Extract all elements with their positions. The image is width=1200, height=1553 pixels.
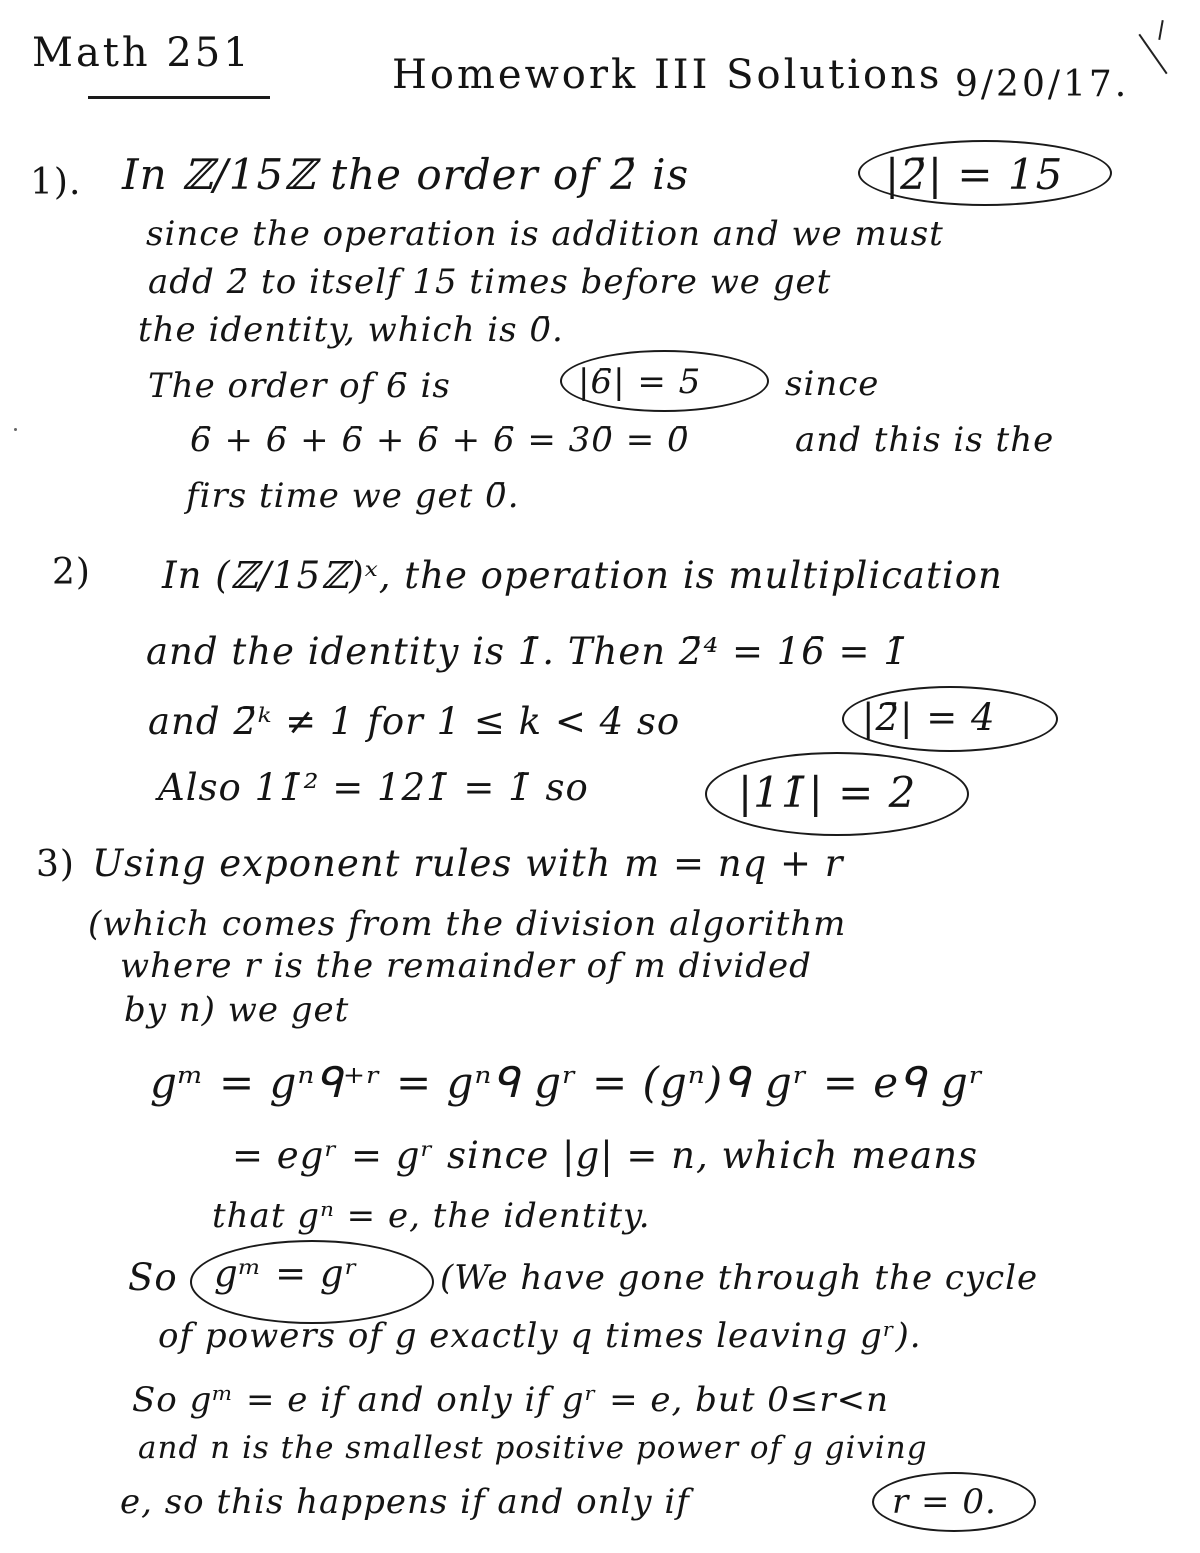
problem-1-answer-b: |6̄| = 5 xyxy=(578,362,702,402)
problem-3-line-13: e, so this happens if and only if xyxy=(120,1482,690,1522)
problem-2-line-1: In (ℤ/15ℤ)ˣ, the operation is multiplication xyxy=(162,554,1003,597)
problem-2-answer-a: |2̄| = 4 xyxy=(862,696,996,739)
course-underline xyxy=(88,96,270,99)
problem-3-line-7: that gⁿ = e, the identity. xyxy=(212,1196,651,1236)
course-title: Math 251 xyxy=(32,30,252,76)
problem-3-line-3: where r is the remainder of m divided xyxy=(120,946,812,986)
problem-2-line-2: and the identity is 1̄. Then 2̄⁴ = 16̄ = 1̄ xyxy=(146,630,908,673)
problem-3-answer-a: gᵐ = gʳ xyxy=(214,1252,359,1295)
problem-3-line-9: (We have gone through the cycle xyxy=(440,1258,1039,1298)
problem-3-line-2: (which comes from the division algorithm xyxy=(88,904,847,944)
problem-3-number: 3) xyxy=(36,844,75,885)
problem-2-number: 2) xyxy=(52,552,91,593)
stray-mark xyxy=(14,428,17,431)
problem-3-answer-b: r = 0. xyxy=(892,1482,997,1522)
problem-3-line-5: gᵐ = gⁿᑫ⁺ʳ = gⁿᑫ gʳ = (gⁿ)ᑫ gʳ = eᑫ gʳ xyxy=(150,1058,985,1107)
problem-3-line-6: = egʳ = gʳ since |g| = n, which means xyxy=(232,1134,979,1177)
problem-1-line-9: firs time we get 0̄. xyxy=(186,476,520,516)
problem-1-number: 1). xyxy=(30,162,82,203)
page-title: Homework III Solutions xyxy=(392,52,943,98)
problem-3-line-11: So gᵐ = e if and only if gʳ = e, but 0≤r<n xyxy=(132,1380,890,1420)
problem-3-line-4: by n) we get xyxy=(124,990,350,1030)
problem-1-line-5: The order of 6̄ is xyxy=(148,366,451,406)
problem-3-line-8: So xyxy=(128,1256,178,1299)
problem-2-line-4: Also 11̄² = 121̄ = 1̄ so xyxy=(158,766,589,809)
problem-1-line-3: add 2̄ to itself 15 times before we get xyxy=(148,262,832,302)
problem-1-line-8: and this is the xyxy=(795,420,1055,460)
problem-1-answer-a: |2̄| = 15 xyxy=(885,150,1064,199)
problem-1-line-6: since xyxy=(785,364,880,404)
problem-1-line-2: since the operation is addition and we must xyxy=(146,214,944,254)
problem-1-line-1: In ℤ/15ℤ the order of 2̄ is xyxy=(122,150,690,199)
problem-1-line-7: 6̄ + 6̄ + 6̄ + 6̄ + 6̄ = 30̄ = 0̄ xyxy=(190,420,690,460)
problem-2-answer-b: |11̄| = 2 xyxy=(738,768,917,817)
problem-1-line-4: the identity, which is 0̄. xyxy=(138,310,564,350)
date: 9/20/17. xyxy=(955,64,1130,105)
check-mark-stroke-icon xyxy=(1158,20,1163,40)
problem-3-line-1: Using exponent rules with m = nq + r xyxy=(92,842,844,885)
problem-3-line-10: of powers of g exactly q times leaving gʳ). xyxy=(158,1316,922,1356)
problem-2-line-3: and 2̄ᵏ ≠ 1 for 1 ≤ k < 4 so xyxy=(148,700,681,743)
check-mark-icon xyxy=(1138,34,1167,74)
problem-3-line-12: and n is the smallest positive power of g giving xyxy=(138,1430,928,1466)
